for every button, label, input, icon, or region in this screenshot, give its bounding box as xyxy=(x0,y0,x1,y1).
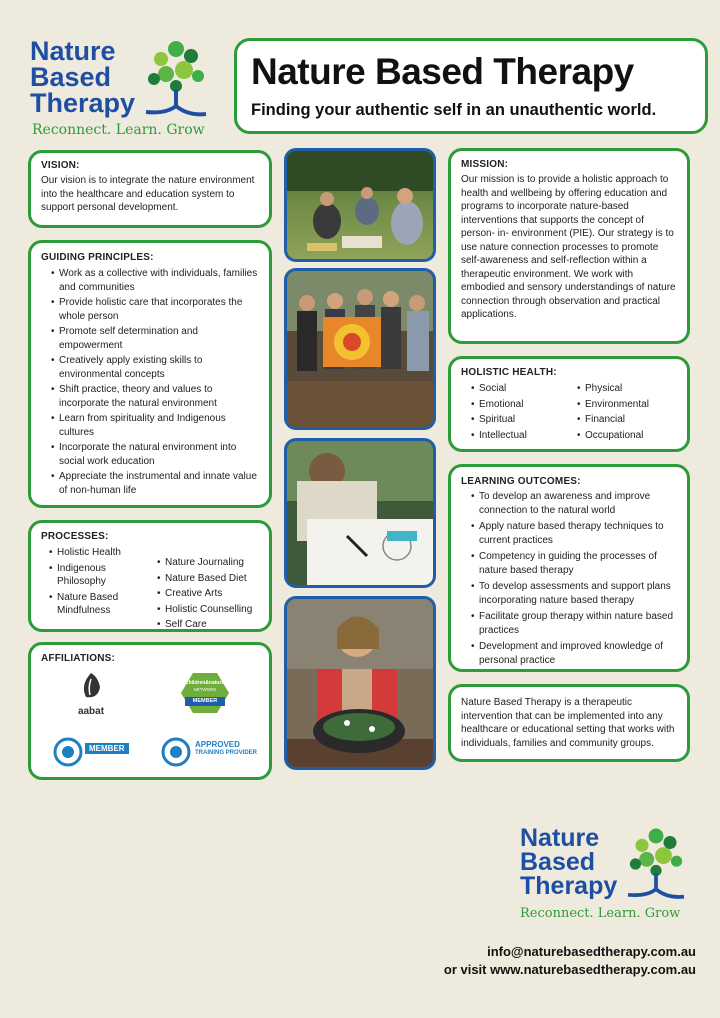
mission-heading: MISSION: xyxy=(461,159,509,170)
cn-text-1: children&nature xyxy=(185,680,225,686)
logo-line-3: Therapy xyxy=(30,88,136,118)
group-activity-image xyxy=(287,151,436,262)
list-item: • Facilitate group therapy within nature based practices xyxy=(471,610,677,637)
list-item: • Social xyxy=(471,381,571,397)
circle-emblem-icon xyxy=(53,737,83,767)
list-item: • Physical xyxy=(577,381,649,397)
photo-group-outdoors xyxy=(284,148,436,262)
logo-line-1: Nature xyxy=(30,36,116,66)
affiliations-box xyxy=(28,642,272,780)
vision-heading: VISION: xyxy=(41,160,80,171)
approved-provider-badge xyxy=(161,737,261,767)
logo-line-2: Based xyxy=(30,62,112,92)
guiding-principles-box xyxy=(28,240,272,508)
journaling-image xyxy=(287,441,436,588)
aabat-text: aabat xyxy=(77,706,105,717)
woman-with-plant-bowl-image xyxy=(287,599,436,770)
list-item: • Provide holistic care that incorporates the whole person xyxy=(51,296,259,323)
list-item: • Competency in guiding the processes of nature based therapy xyxy=(471,550,677,577)
list-item: • Environmental xyxy=(577,397,649,413)
aabat-logo xyxy=(71,671,111,717)
holistic-health-box xyxy=(448,356,690,452)
approved-text: APPROVED xyxy=(195,740,240,749)
mission-text: Our mission is to provide a holistic approach to health and wellbeing by offering education and programs to incorporate nature-based interventions that supports the concept of person- in- environment (PIE). Our strategy is to use nature connection processes to promote self-awareness and self-reflection within a therapeutic environment. We work with embodied and sensory understandings of nature connection through observation and practical applications. xyxy=(461,174,676,320)
cn-member-text: MEMBER xyxy=(192,698,218,704)
contact-website[interactable]: or visit www.naturebasedtherapy.com.au xyxy=(443,962,696,977)
list-item: • Promote self determination and empowerment xyxy=(51,325,259,352)
list-item: • Nature Based Mindfulness xyxy=(49,591,153,618)
list-item: • Holistic Health xyxy=(49,546,153,560)
logo-line-3: Therapy xyxy=(520,872,618,900)
list-item: • To develop assessments and support plans incorporating nature based therapy xyxy=(471,580,677,607)
list-item: • Shift practice, theory and values to incorporate the natural environment xyxy=(51,383,259,410)
photo-journaling xyxy=(284,438,436,588)
member-text: MEMBER xyxy=(85,743,129,754)
group-with-painting-image xyxy=(287,271,436,430)
hexagon-badge-icon xyxy=(181,673,229,713)
learning-heading: LEARNING OUTCOMES: xyxy=(461,476,581,487)
member-badge xyxy=(53,737,143,767)
summary-box xyxy=(448,684,690,762)
list-item: • Work as a collective with individuals, families and communities xyxy=(51,267,259,294)
list-item: • Nature Based Diet xyxy=(157,572,252,586)
page-subtitle: Finding your authentic self in an unauthentic world. xyxy=(251,101,657,119)
training-provider-text: TRAINING PROVIDER xyxy=(195,750,258,756)
learning-outcomes-box xyxy=(448,464,690,672)
list-item: • Learn from spirituality and Indigenous cultures xyxy=(51,412,259,439)
processes-box xyxy=(28,520,272,632)
processes-heading: PROCESSES: xyxy=(41,531,109,542)
aabat-leaf-icon xyxy=(78,671,104,701)
list-item: • Holistic Counselling xyxy=(157,603,252,617)
logo-line-1: Nature xyxy=(520,824,600,852)
list-item: • Apply nature based therapy techniques to current practices xyxy=(471,520,677,547)
list-item: • Self Care xyxy=(157,618,252,632)
tree-logo-icon xyxy=(136,34,216,124)
list-item: • Financial xyxy=(577,412,649,428)
mission-box xyxy=(448,148,690,344)
holistic-heading: HOLISTIC HEALTH: xyxy=(461,367,557,378)
list-item: • Spiritual xyxy=(471,412,571,428)
summary-text: Nature Based Therapy is a therapeutic intervention that can be implemented into any healthcare or educational setting that works with individuals, families and community groups. xyxy=(461,697,675,749)
children-nature-badge xyxy=(181,673,229,713)
cn-text-2: NETWORK xyxy=(193,687,217,692)
affiliations-heading: AFFILIATIONS: xyxy=(41,653,116,664)
logo-tagline: Reconnect. Learn. Grow xyxy=(520,906,681,921)
circle-emblem-icon xyxy=(161,737,191,767)
list-item: • Appreciate the instrumental and innate value of non-human life xyxy=(51,470,259,497)
list-item: • Nature Journaling xyxy=(157,556,252,570)
vision-box xyxy=(28,150,272,228)
title-box xyxy=(234,38,708,134)
list-item: • Creatively apply existing skills to environmental concepts xyxy=(51,354,259,381)
contact-email[interactable]: info@naturebasedtherapy.com.au xyxy=(487,944,696,959)
logo-tagline: Reconnect. Learn. Grow xyxy=(32,122,205,138)
list-item: • Intellectual xyxy=(471,428,571,444)
guiding-heading: GUIDING PRINCIPLES: xyxy=(41,252,154,263)
header-logo xyxy=(26,34,226,144)
footer-logo xyxy=(516,822,706,932)
list-item: • Creative Arts xyxy=(157,587,252,601)
vision-text: Our vision is to integrate the nature environment into the healthcare and education system to support personal development. xyxy=(41,175,255,213)
photo-nature-bowl xyxy=(284,596,436,770)
photo-group-mandala xyxy=(284,268,436,430)
logo-line-2: Based xyxy=(520,848,596,876)
page-title: Nature Based Therapy xyxy=(251,51,634,92)
list-item: • Indigenous Philosophy xyxy=(49,562,153,589)
list-item: • Emotional xyxy=(471,397,571,413)
list-item: • To develop an awareness and improve connection to the natural world xyxy=(471,490,677,517)
list-item: • Occupational xyxy=(577,428,649,444)
list-item: • Incorporate the natural environment into social work education xyxy=(51,441,259,468)
list-item: • Development and improved knowledge of personal practice xyxy=(471,640,677,667)
tree-logo-icon xyxy=(618,822,694,906)
